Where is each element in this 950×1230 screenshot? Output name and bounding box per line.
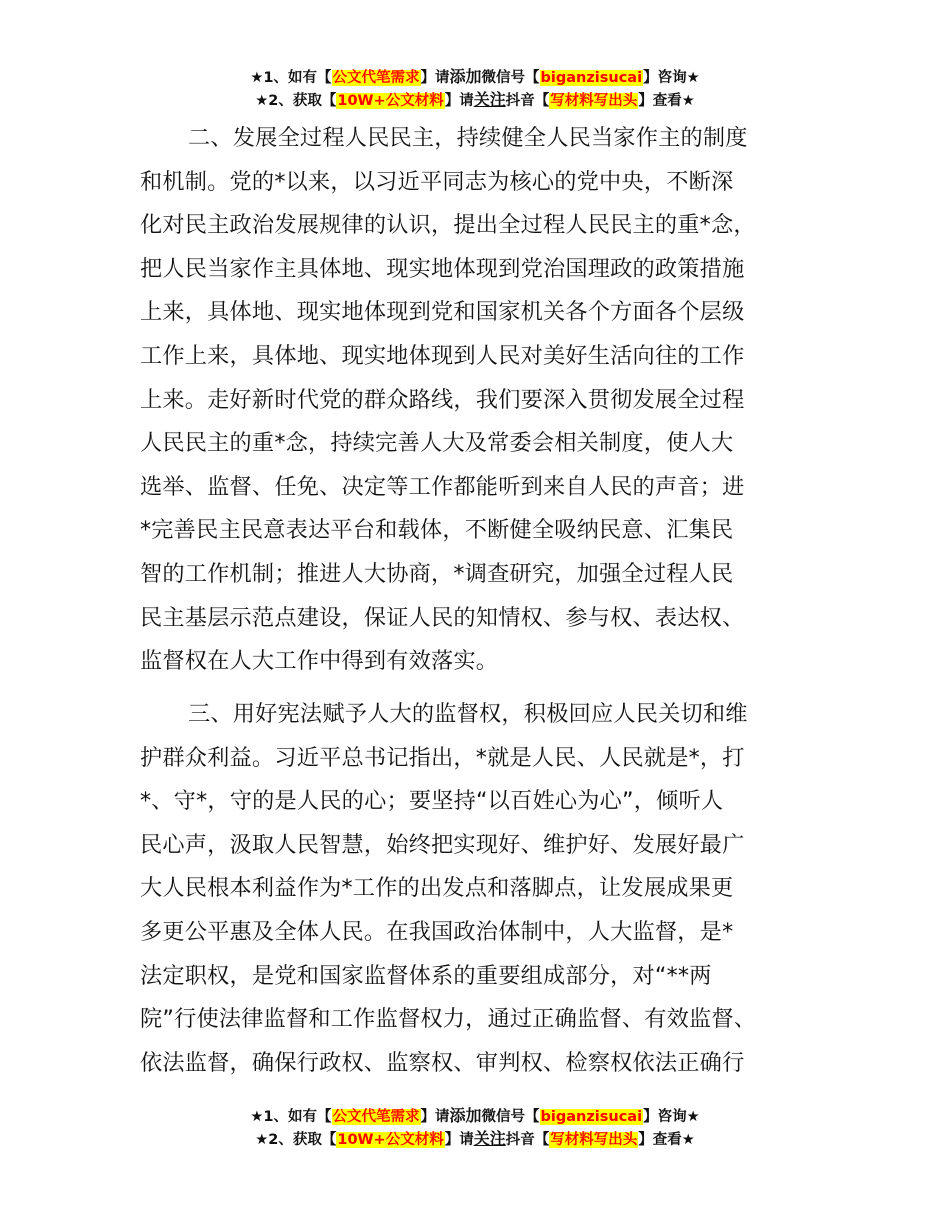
paragraph-line: 三、用好宪法赋予人大的监督权，积极回应人民关切和维: [188, 701, 748, 727]
banner-text: 抖音【: [505, 1132, 550, 1148]
banner-line-1: [0, 66, 950, 89]
paragraph-line: 二、发展全过程人民民主，持续健全人民当家作主的制度: [188, 125, 748, 151]
header-banner: [0, 66, 950, 112]
banner-text: ★1、如有【: [250, 70, 332, 86]
paragraph-line: 上来，具体地、现实地体现到党和国家机关各个方面各个层级: [140, 299, 745, 326]
paragraph-line: 工作上来，具体地、现实地体现到人民对美好生活向往的工作: [140, 342, 745, 369]
paragraph-line: 大人民根本利益作为*工作的出发点和落脚点，让发展成果更: [140, 875, 734, 902]
banner-text: 关注: [473, 1129, 506, 1148]
banner-highlight: biganzisucai: [540, 1109, 643, 1125]
banner-highlight: 10W+公文材料: [337, 1132, 444, 1148]
banner-text: 】请: [444, 1132, 474, 1148]
paragraph-line: *完善民主民意表达平台和载体，不断健全吸纳民意、汇集民: [140, 517, 734, 544]
banner-text: 】咨询★: [643, 70, 700, 86]
banner-text: 】查看★: [638, 1132, 695, 1148]
paragraph-line: 上来。走好新时代党的群众路线，我们要深入贯彻发展全过程: [140, 386, 745, 413]
banner-text: 】请: [444, 93, 474, 109]
paragraph-line: 民主基层示范点建设，保证人民的知情权、参与权、表达权、: [140, 604, 745, 631]
paragraph-line: 法定职权，是党和国家监督体系的重要组成部分，对“**两: [140, 962, 712, 989]
paragraph-line: 把人民当家作主具体地、现实地体现到党治国理政的政策措施: [140, 255, 745, 282]
banner-highlight: 公文代笔需求: [332, 70, 420, 86]
banner-text: 添加: [449, 1106, 482, 1125]
paragraph-3: [140, 693, 840, 1085]
banner-text: 关注: [473, 90, 506, 109]
banner-text: 】请: [420, 1109, 450, 1125]
paragraph-line: 人民民主的重*念，持续完善人大及常委会相关制度，使人大: [140, 430, 734, 457]
banner-text: 微信号【: [481, 1109, 540, 1125]
paragraph-line: 和机制。党的*以来，以习近平同志为核心的党中央，不断深: [140, 168, 734, 195]
paragraph-line: 智的工作机制；推进人大协商，*调查研究，加强全过程人民: [140, 560, 734, 587]
footer-banner: [0, 1105, 950, 1151]
banner-line-2: [0, 89, 950, 112]
paragraph-line: 护群众利益。习近平总书记指出，*就是人民、人民就是*，打: [140, 744, 745, 771]
banner-highlight: 写材料写出头: [550, 1132, 638, 1148]
banner-text: 添加: [449, 67, 482, 86]
banner-text: ★2、获取【: [255, 93, 337, 109]
paragraph-line: *、守*，守的是人民的心；要坚持“以百姓心为心”，倾听人: [140, 788, 724, 815]
banner-highlight: 10W+公文材料: [337, 93, 444, 109]
banner-text: ★2、获取【: [255, 1132, 337, 1148]
paragraph-2: [140, 117, 840, 684]
paragraph-line: 依法监督，确保行政权、监察权、审判权、检察权依法正确行: [140, 1049, 745, 1076]
banner-text: 】咨询★: [643, 1109, 700, 1125]
banner-line-2: [0, 1128, 950, 1151]
banner-text: 抖音【: [505, 93, 550, 109]
banner-text: 】请: [420, 70, 450, 86]
paragraph-line: 民心声，汲取人民智慧，始终把实现好、维护好、发展好最广: [140, 831, 745, 858]
banner-highlight: 写材料写出头: [550, 93, 638, 109]
banner-text: 微信号【: [481, 70, 540, 86]
banner-highlight: biganzisucai: [540, 70, 643, 86]
paragraph-line: 多更公平惠及全体人民。在我国政治体制中，人大监督，是*: [140, 918, 734, 945]
paragraph-line: 院”行使法律监督和工作监督权力，通过正确监督、有效监督、: [140, 1006, 757, 1033]
banner-text: ★1、如有【: [250, 1109, 332, 1125]
paragraph-line: 化对民主政治发展规律的认识，提出全过程人民民主的重*念，: [140, 212, 756, 239]
paragraph-line: 选举、监督、任免、决定等工作都能听到来自人民的声音；进: [140, 473, 745, 500]
banner-highlight: 公文代笔需求: [332, 1109, 420, 1125]
banner-line-1: [0, 1105, 950, 1128]
banner-text: 】查看★: [638, 93, 695, 109]
paragraph-line: 监督权在人大工作中得到有效落实。: [140, 648, 499, 675]
